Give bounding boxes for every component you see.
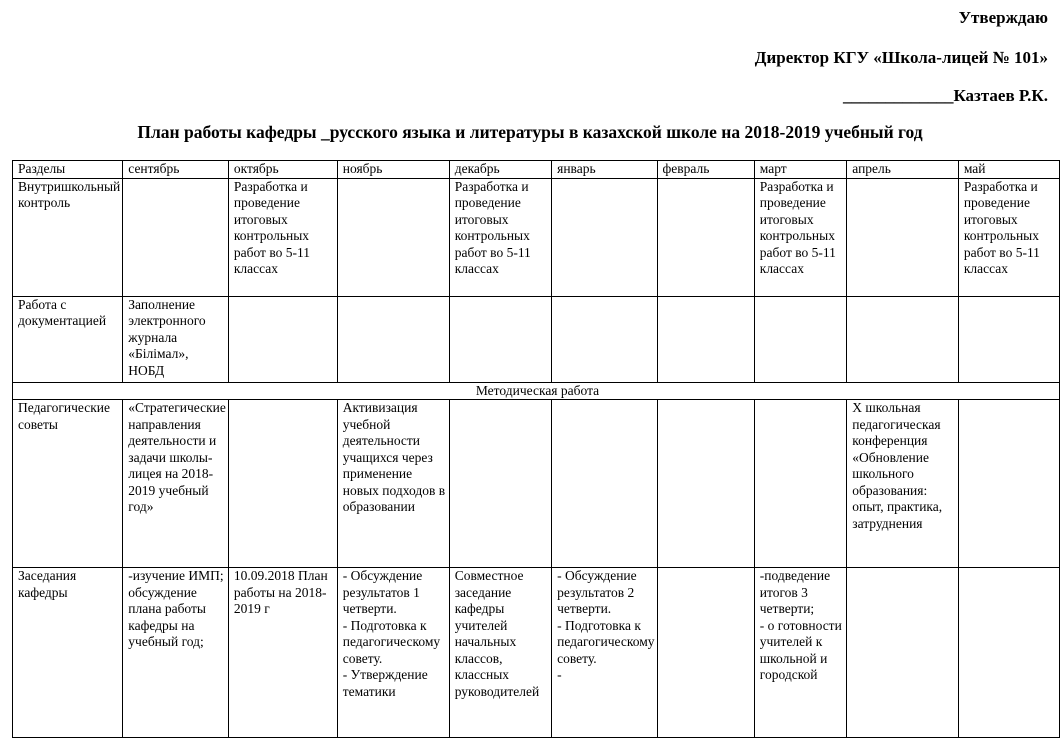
header-cell: сентябрь [123,161,229,179]
header-cell: декабрь [449,161,551,179]
table-cell [228,568,337,738]
cell-line: - [557,667,562,682]
table-cell [754,400,847,568]
section-cell: Работа с документацией [13,296,123,382]
table-cell [228,400,337,568]
table-cell [337,568,449,738]
table-cell [847,296,959,382]
cell-line: Совместное заседание кафедры учителей начальных классов, классных руководителей [454,568,540,699]
cell-line: - Обсуждение результатов 1 четверти. [342,568,423,616]
table-cell [123,568,229,738]
table-cell [754,296,847,382]
table-cell: Разработка и проведение итоговых контрольных работ во 5-11 классах [449,178,551,296]
table-row [13,178,1060,296]
table-cell: Разработка и проведение итоговых контрольных работ во 5-11 классах [754,178,847,296]
table-cell [337,296,449,382]
table-cell: Заполнение электронного журнала «Білімал», НОБД [123,296,229,382]
table-cell [657,178,754,296]
header-cell: ноябрь [337,161,449,179]
table-cell [552,178,657,296]
table-cell [958,296,1059,382]
table-cell [552,568,657,738]
table-cell [847,178,959,296]
header-cell: Разделы [13,161,123,179]
table-cell [123,178,229,296]
table-cell [958,568,1059,738]
section-cell: Внутришкольный контроль [13,178,123,296]
header-cell: март [754,161,847,179]
table-cell [754,568,847,738]
table-cell [552,400,657,568]
table-cell [657,400,754,568]
table-cell [449,568,551,738]
table-cell [449,400,551,568]
approval-line-approve: Утверждаю [958,8,1048,27]
header-cell: октябрь [228,161,337,179]
method-work-heading: Методическая работа [13,382,1060,400]
table-cell [337,178,449,296]
header-cell: февраль [657,161,754,179]
cell-line: 10.09.2018 План работы на 2018-2019 г [233,568,328,616]
cell-line: - Подготовка к педагогическому совету. [342,617,441,666]
table-cell: «Стратегические направления деятельности и задачи школы-лицея на 2018-2019 учебный год» [123,400,229,568]
work-plan-table [12,160,1060,738]
section-cell: Заседания кафедры [13,568,123,738]
table-row [13,568,1060,738]
cell-line: - Утверждение тематики [342,667,428,699]
section-cell: Педагогические советы [13,400,123,568]
table-cell [228,296,337,382]
table-cell [657,568,754,738]
table-cell [449,296,551,382]
table-cell: X школьная педагогическая конференция «Обновление школьного образования: опыт, практика, затруднения [847,400,959,568]
cell-line: -подведение итогов 3 четверти; [759,568,831,616]
table-row [13,296,1060,382]
table-cell [958,400,1059,568]
approval-line-director: Директор КГУ «Школа-лицей № 101» [754,48,1048,67]
header-cell: апрель [847,161,959,179]
cell-line: -изучение ИМП; обсуждение плана работы кафедры на учебный год; [128,568,224,649]
table-cell: Разработка и проведение итоговых контрольных работ во 5-11 классах [228,178,337,296]
cell-line: - о готовности учителей к школьной и городской [759,617,842,682]
table-cell: Активизация учебной деятельности учащихся через применение новых подходов в образовании [337,400,449,568]
section-divider-row [13,382,1060,400]
table-cell: Разработка и проведение итоговых контрольных работ во 5-11 классах [958,178,1059,296]
header-cell: январь [552,161,657,179]
cell-line: - Обсуждение результатов 2 четверти. [557,568,637,616]
table-cell [847,568,959,738]
table-cell [552,296,657,382]
table-row [13,400,1060,568]
approval-line-signature: _____________Казтаев Р.К. [842,86,1048,105]
cell-line: - Подготовка к педагогическому совету. [557,617,655,666]
table-header-row [13,161,1060,179]
document-title: План работы кафедры _русского языка и литературы в казахской школе на 2018-2019 учебный год [137,122,923,142]
table-cell [657,296,754,382]
header-cell: май [958,161,1059,179]
